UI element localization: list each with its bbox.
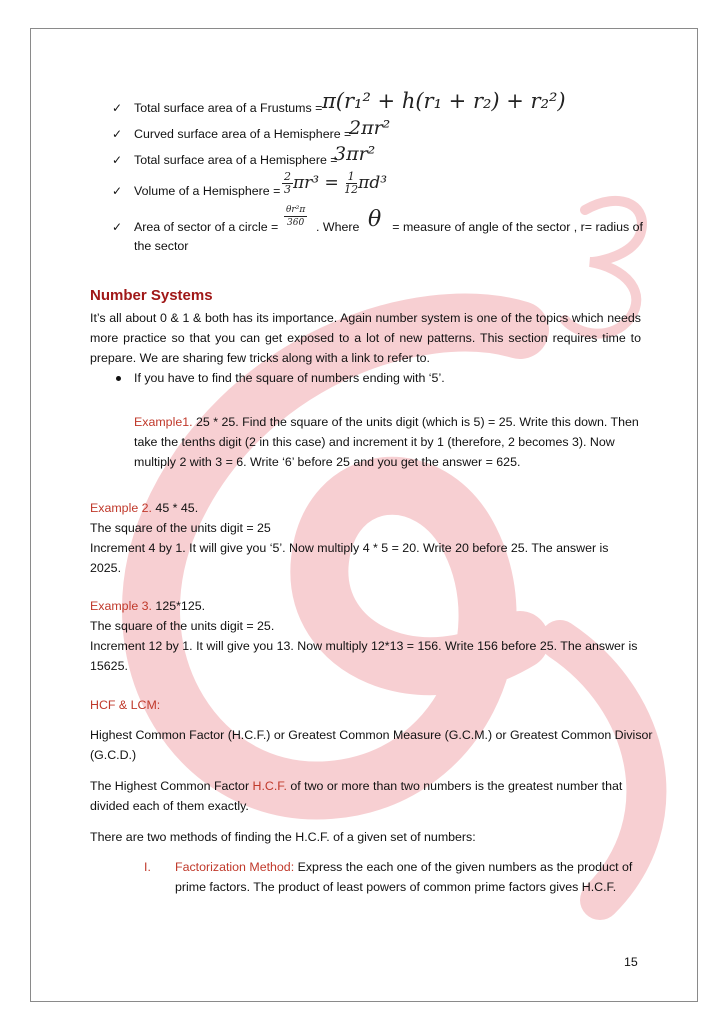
fraction: $\frac{\text{θr²π}}{360}$ bbox=[286, 205, 306, 228]
example-3: Example 3. 125*125. The square of the units digit = 25. Increment 12 by 1. It will give you 13. Now multiply 12*13 = 156. Write 156 before 25. The answer is 15625. bbox=[90, 599, 638, 673]
example-2-label: Example 2. bbox=[90, 501, 152, 515]
hcf-lcm-heading: HCF & LCM: bbox=[90, 698, 161, 712]
formula-label: Curved surface area of a Hemisphere = bbox=[134, 127, 352, 141]
section-title-number-systems: Number Systems bbox=[90, 287, 213, 304]
formula-hemisphere-tsa: 3πr² bbox=[334, 143, 376, 165]
page-number: 15 bbox=[624, 955, 638, 969]
formula-frustum: π(r₁² + h(r₁ + r₂) + r₂²) bbox=[322, 89, 566, 113]
example-2: Example 2. 45 * 45. The square of the units digit = 25 Increment 4 by 1. It will give you ‘5’. Now multiply 4 * 5 = 20. Write 20 before 25. The answer is 2025. bbox=[90, 501, 609, 575]
formula-label: Volume of a Hemisphere = bbox=[134, 184, 281, 198]
bullet-text: If you have to find the square of numbers ending with ‘5’. bbox=[134, 371, 445, 385]
hcf-explanation: The Highest Common Factor H.C.F. of two or more than two numbers is the greatest number that divided each of them exactly. bbox=[90, 779, 623, 813]
hcf-term: H.C.F. bbox=[252, 779, 287, 793]
sector-description: = measure of angle of the sector , r= radius of bbox=[392, 220, 643, 234]
formula-hemisphere-csa: 2πr² bbox=[349, 117, 391, 139]
method-label: Factorization Method: bbox=[175, 860, 295, 874]
example-1: Example1. 25 * 25. Find the square of the units digit (which is 5) = 25. Write this down. Then take the tenths digit (2 in this case) and increment it by 1 (therefore, 2 becomes 3). Now multiply 2 with 3 = 6. Write ‘6’ before 25 and you get the answer = 625. bbox=[134, 415, 639, 469]
formula-label: Total surface area of a Frustums = bbox=[134, 101, 323, 115]
formula-label: Area of sector of a circle = bbox=[134, 220, 279, 234]
sector-description-continued: the sector bbox=[134, 239, 189, 253]
number-systems-intro: It’s all about 0 & 1 & both has its importance. Again number system is one of the topics which needs more practice so that you can get exposed to a lot of new patterns. This section requires time to prepare. We are sharing few tricks along with a link to refer to. bbox=[90, 311, 641, 365]
hcf-methods-intro: There are two methods of finding the H.C.F. of a given set of numbers: bbox=[90, 830, 476, 844]
fraction: $\frac{2}{3}$ bbox=[284, 170, 291, 196]
where-text: . Where bbox=[316, 220, 360, 234]
checkmark-icon: ✓ bbox=[112, 184, 123, 198]
formula-sector-area bbox=[284, 204, 307, 229]
checkmark-icon: ✓ bbox=[112, 220, 123, 234]
example-1-label: Example1. bbox=[134, 415, 193, 429]
method-factorization: Factorization Method: Express the each one of the given numbers as the product of prime factors. The product of least powers of common prime factors gives H.C.F. bbox=[175, 860, 633, 894]
method-number: I. bbox=[144, 860, 151, 874]
fraction: $\frac{1}{12}$ bbox=[344, 170, 359, 196]
theta-symbol: θ bbox=[368, 207, 382, 232]
checkmark-icon: ✓ bbox=[112, 153, 123, 167]
checkmark-icon: ✓ bbox=[112, 127, 123, 141]
bullet-icon bbox=[116, 376, 121, 381]
formula-label: Total surface area of a Hemisphere = bbox=[134, 153, 338, 167]
formula-hemisphere-volume: $\frac{2}{3}$ πr³ = $\frac{1}{12}$ πd³ bbox=[284, 170, 388, 196]
hcf-definition: Highest Common Factor (H.C.F.) or Greatest Common Measure (G.C.M.) or Greatest Common Divisor (G.C.D.) bbox=[90, 728, 653, 762]
example-3-label: Example 3. bbox=[90, 599, 152, 613]
checkmark-icon: ✓ bbox=[112, 101, 123, 115]
